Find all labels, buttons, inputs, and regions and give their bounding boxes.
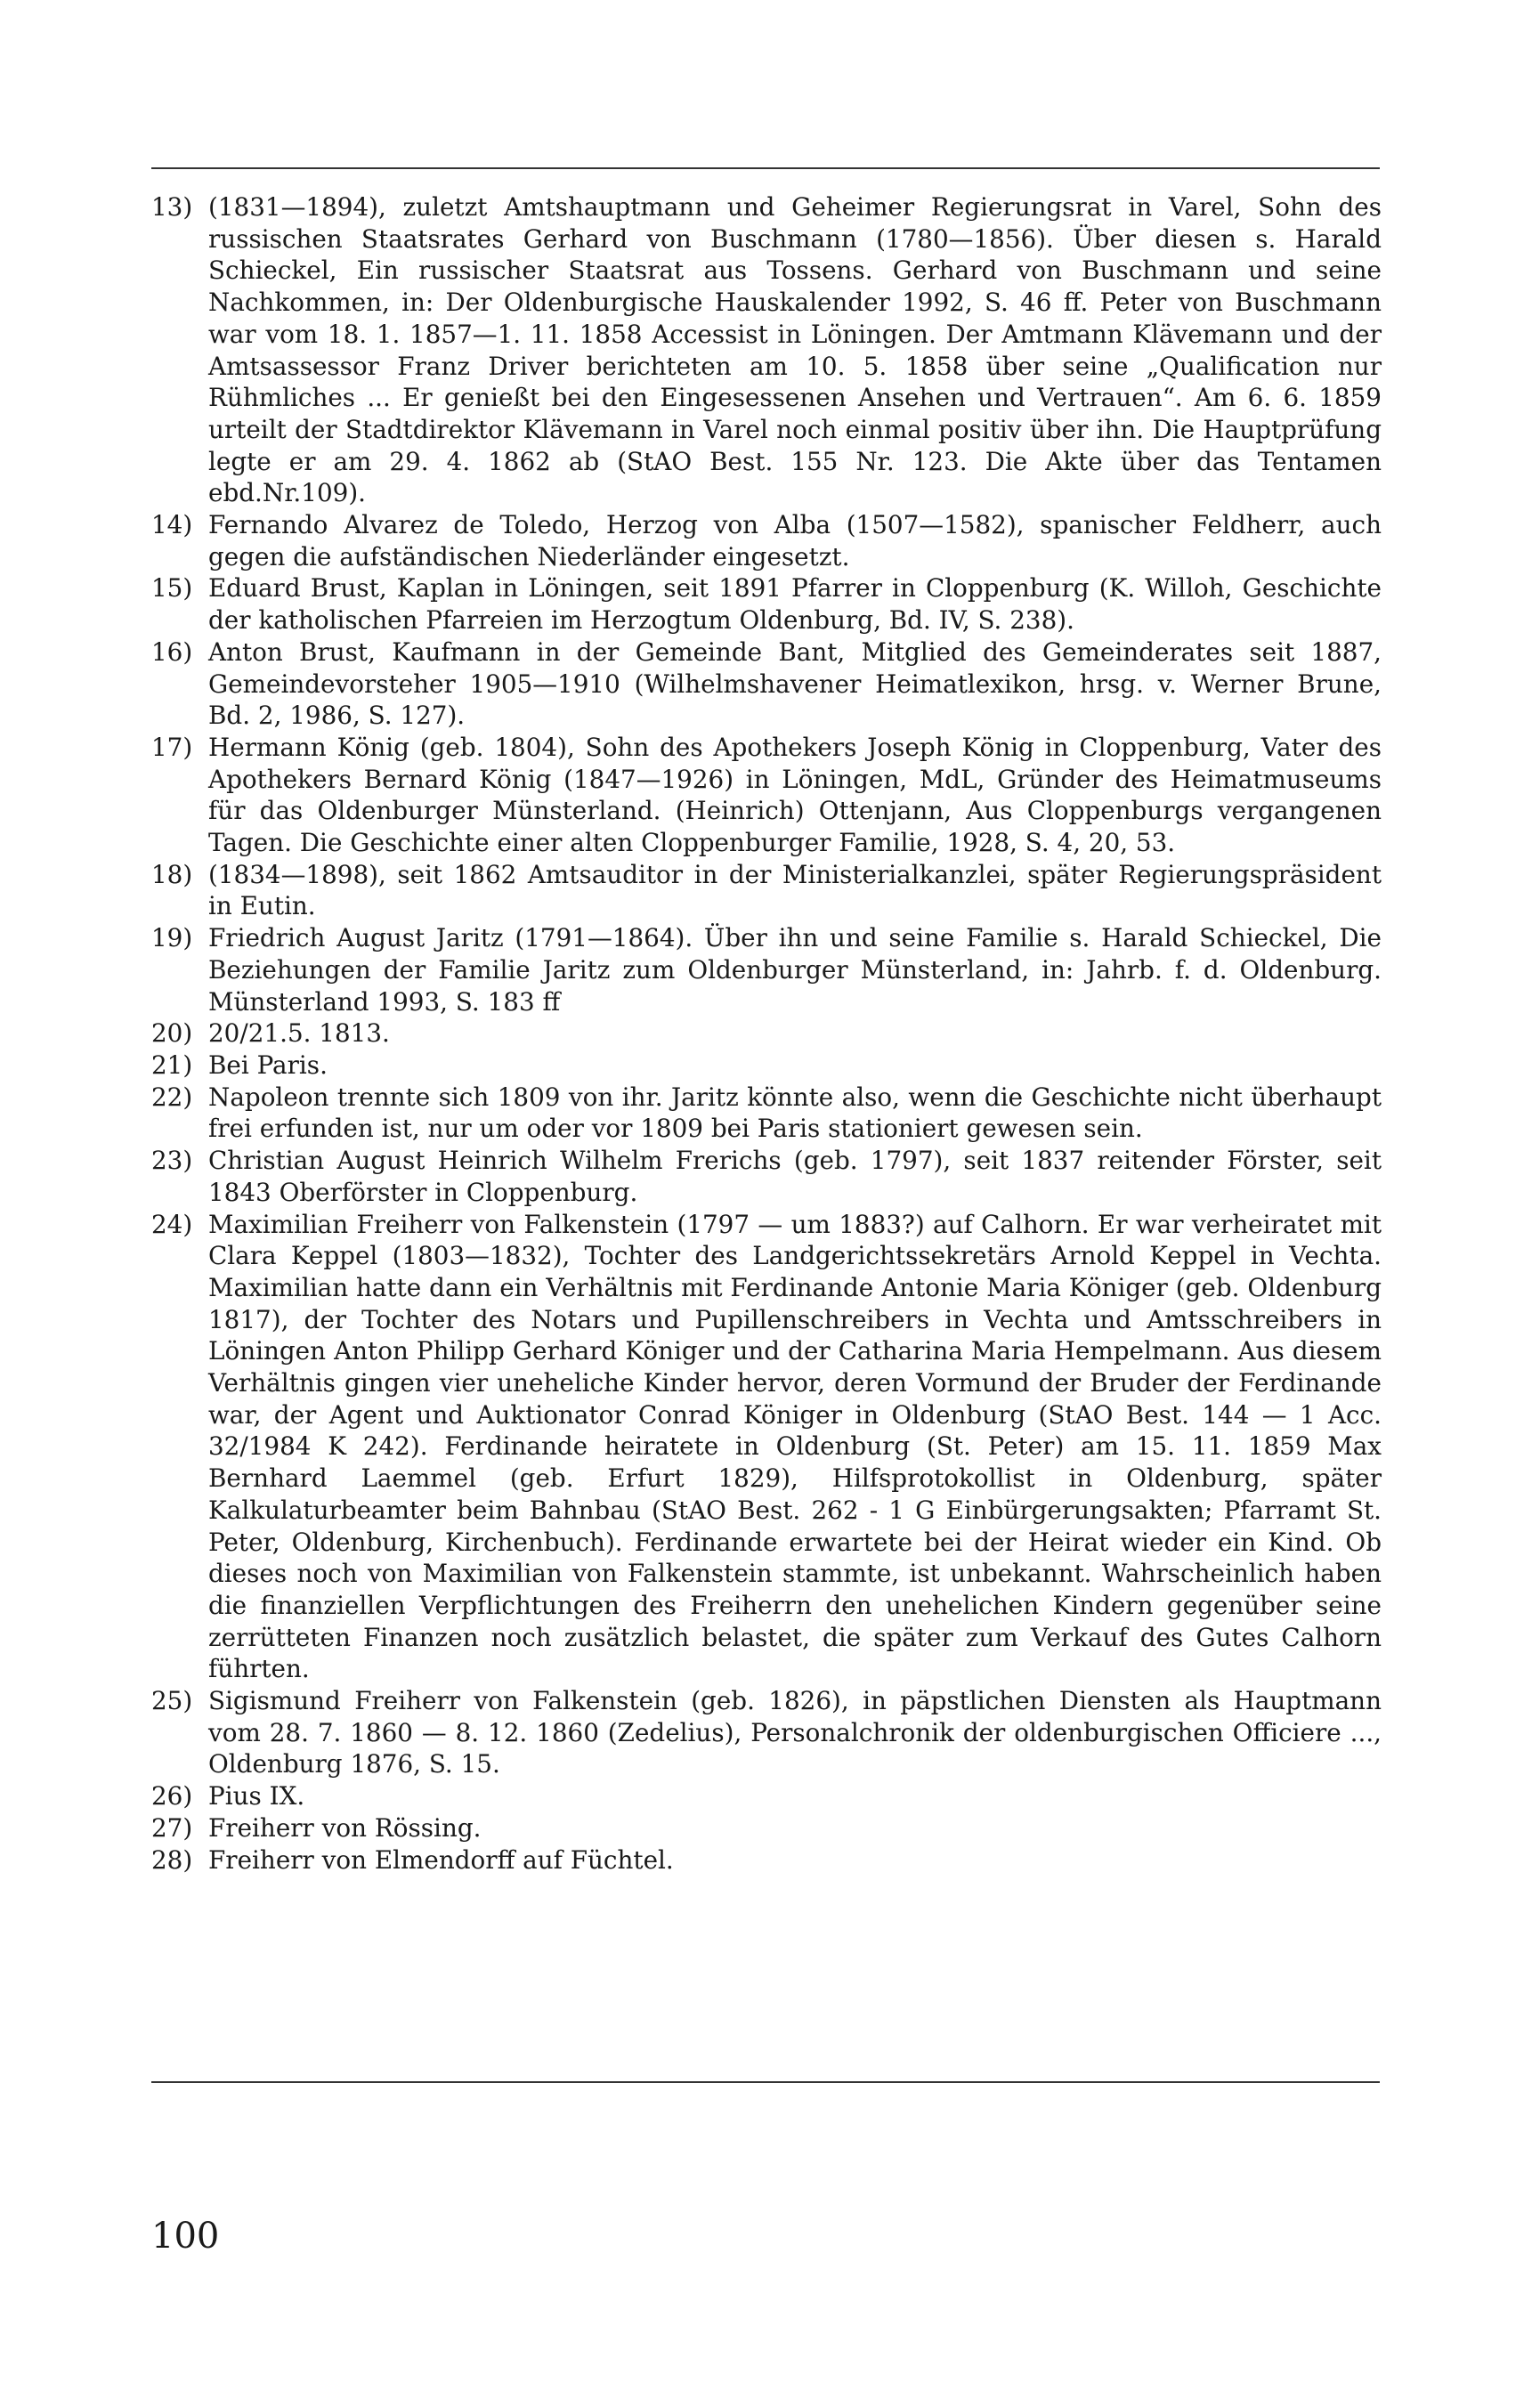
footnote-15 — [151, 572, 1382, 636]
footnote-number: 14) — [151, 510, 193, 540]
footnote-20 — [151, 1017, 1382, 1050]
footnote-text: (1834—1898), seit 1862 Amtsauditor in der Ministerialkanzlei, später Regierungspräsident in Eutin. — [208, 859, 1382, 921]
footnote-number: 28) — [151, 1844, 193, 1875]
footnote-list — [151, 191, 1382, 1876]
footnote-text: Freiherr von Rössing. — [208, 1812, 482, 1843]
footnote-16 — [151, 636, 1382, 732]
footnote-text: (1831—1894), zuletzt Amtshauptmann und Geheimer Regierungsrat in Varel, Sohn des russischen Staatsrates Gerhard von Buschmann (1780—1856). Über diesen s. Harald Schieckel, Ein russischer Staatsrat aus Tossens. Gerhard von Buschmann und seine Nachkommen, in: Der Oldenburgische Hauskalender 1992, S. 46 ff. Peter von Buschmann war vom 18. 1. 1857—1. 11. 1858 Accessist in Löningen. Der Amtmann Klävemann und der Amtsassessor Franz Driver berichteten am 10. 5. 1858 über seine „Qualification nur Rühmliches ... Er genießt bei den Eingesessenen Ansehen und Vertrauen“. Am 6. 6. 1859 urteilt der Stadtdirektor Klävemann in Varel noch einmal positiv über ihn. Die Hauptprüfung legte er am 29. 4. 1862 ab (StAO Best. 155 Nr. 123. Die Akte über das Tentamen ebd.Nr.109). — [208, 192, 1382, 508]
footnote-text: Anton Brust, Kaufmann in der Gemeinde Bant, Mitglied des Gemeinderates seit 1887, Gemeindevorsteher 1905—1910 (Wilhelmshavener Heimatlexikon, hrsg. v. Werner Brune, Bd. 2, 1986, S. 127). — [208, 636, 1382, 731]
footnote-21 — [151, 1050, 1382, 1082]
page-number: 100 — [151, 2216, 220, 2257]
footnote-number: 17) — [151, 732, 193, 762]
footnote-text: Maximilian Freiherr von Falkenstein (1797 — um 1883?) auf Calhorn. Er war verheiratet mit Clara Keppel (1803—1832), Tochter des Landgerichtssekretärs Arnold Keppel in Vechta. Maximilian hatte dann ein Verhältnis mit Ferdinande Antonie Maria Königer (geb. Oldenburg 1817), der Tochter des Notars und Pupillenschreibers in Vechta und Amtsschreibers in Löningen Anton Philipp Gerhard Königer und der Catharina Maria Hempelmann. Aus diesem Verhältnis gingen vier uneheliche Kinder hervor, deren Vormund der Bruder der Ferdinande war, der Agent und Auktionator Conrad Königer in Oldenburg (StAO Best. 144 — 1 Acc. 32/1984 K 242). Ferdinande heiratete in Oldenburg (St. Peter) am 15. 11. 1859 Max Bernhard Laemmel (geb. Erfurt 1829), Hilfsprotokollist in Oldenburg, später Kalkulaturbeamter beim Bahnbau (StAO Best. 262 - 1 G Einbürgerungsakten; Pfarramt St. Peter, Oldenburg, Kirchenbuch). Ferdinande erwartete bei der Heirat wieder ein Kind. Ob dieses noch von Maximilian von Falkenstein stammte, ist unbekannt. Wahrscheinlich haben die finanziellen Verpflichtungen des Freiherrn den unehelichen Kindern gegenüber seine zerrütteten Finanzen noch zusätzlich belastet, die später zum Verkauf des Gutes Calhorn führten. — [208, 1209, 1382, 1684]
footnote-19 — [151, 922, 1382, 1017]
footnote-number: 24) — [151, 1209, 193, 1239]
footnote-text: Eduard Brust, Kaplan in Löningen, seit 1891 Pfarrer in Cloppenburg (K. Willoh, Geschichte der katholischen Pfarreien im Herzogtum Oldenburg, Bd. IV, S. 238). — [208, 573, 1382, 636]
footnote-23 — [151, 1145, 1382, 1208]
footnote-28 — [151, 1844, 1382, 1876]
footnote-26 — [151, 1780, 1382, 1812]
footnote-number: 20) — [151, 1018, 193, 1049]
footnote-text: Fernando Alvarez de Toledo, Herzog von Alba (1507—1582), spanischer Feldherr, auch gegen die aufständischen Niederländer eingesetzt. — [208, 510, 1382, 571]
footnote-text: Bei Paris. — [208, 1050, 328, 1080]
footnote-text: Christian August Heinrich Wilhelm Frerichs (geb. 1797), seit 1837 reitender Förster, seit 1843 Oberförster in Cloppenburg. — [208, 1146, 1382, 1207]
top-rule — [151, 167, 1380, 169]
footnote-14 — [151, 509, 1382, 572]
footnote-number: 16) — [151, 636, 193, 667]
footnote-number: 23) — [151, 1146, 193, 1176]
footnote-number: 27) — [151, 1812, 193, 1843]
footnote-number: 15) — [151, 573, 193, 604]
footnote-22 — [151, 1082, 1382, 1145]
footnote-text: Pius IX. — [208, 1781, 305, 1811]
footnote-24 — [151, 1209, 1382, 1686]
footnote-number: 22) — [151, 1082, 193, 1112]
footnote-27 — [151, 1812, 1382, 1844]
footnote-number: 13) — [151, 192, 193, 222]
footnote-number: 18) — [151, 859, 193, 889]
footnote-text: Friedrich August Jaritz (1791—1864). Über ihn und seine Familie s. Harald Schieckel, Die Beziehungen der Familie Jaritz zum Oldenburger Münsterland, in: Jahrb. f. d. Oldenburg. Münsterland 1993, S. 183 ff — [208, 923, 1382, 1017]
footnote-13 — [151, 191, 1382, 509]
footnote-text: Sigismund Freiherr von Falkenstein (geb. 1826), in päpstlichen Diensten als Hauptmann vom 28. 7. 1860 — 8. 12. 1860 (Zedelius), Personalchronik der oldenburgischen Officiere ..., Oldenburg 1876, S. 15. — [208, 1686, 1382, 1779]
footnote-number: 25) — [151, 1686, 193, 1716]
bottom-rule — [151, 2081, 1380, 2083]
footnote-text: Napoleon trennte sich 1809 von ihr. Jaritz könnte also, wenn die Geschichte nicht überhaupt frei erfunden ist, nur um oder vor 1809 bei Paris stationiert gewesen sein. — [208, 1082, 1382, 1144]
footnote-number: 21) — [151, 1050, 193, 1080]
footnote-number: 26) — [151, 1781, 193, 1811]
footnote-18 — [151, 859, 1382, 922]
footnote-text: 20/21.5. 1813. — [208, 1018, 390, 1049]
footnote-17 — [151, 732, 1382, 859]
footnote-text: Hermann König (geb. 1804), Sohn des Apothekers Joseph König in Cloppenburg, Vater des Apothekers Bernard König (1847—1926) in Löningen, MdL, Gründer des Heimatmuseums für das Oldenburger Münsterland. (Heinrich) Ottenjann, Aus Cloppenburgs vergangenen Tagen. Die Geschichte einer alten Cloppenburger Familie, 1928, S. 4, 20, 53. — [208, 732, 1382, 858]
footnote-text: Freiherr von Elmendorff auf Füchtel. — [208, 1844, 674, 1875]
footnote-25 — [151, 1685, 1382, 1780]
footnote-number: 19) — [151, 923, 193, 953]
